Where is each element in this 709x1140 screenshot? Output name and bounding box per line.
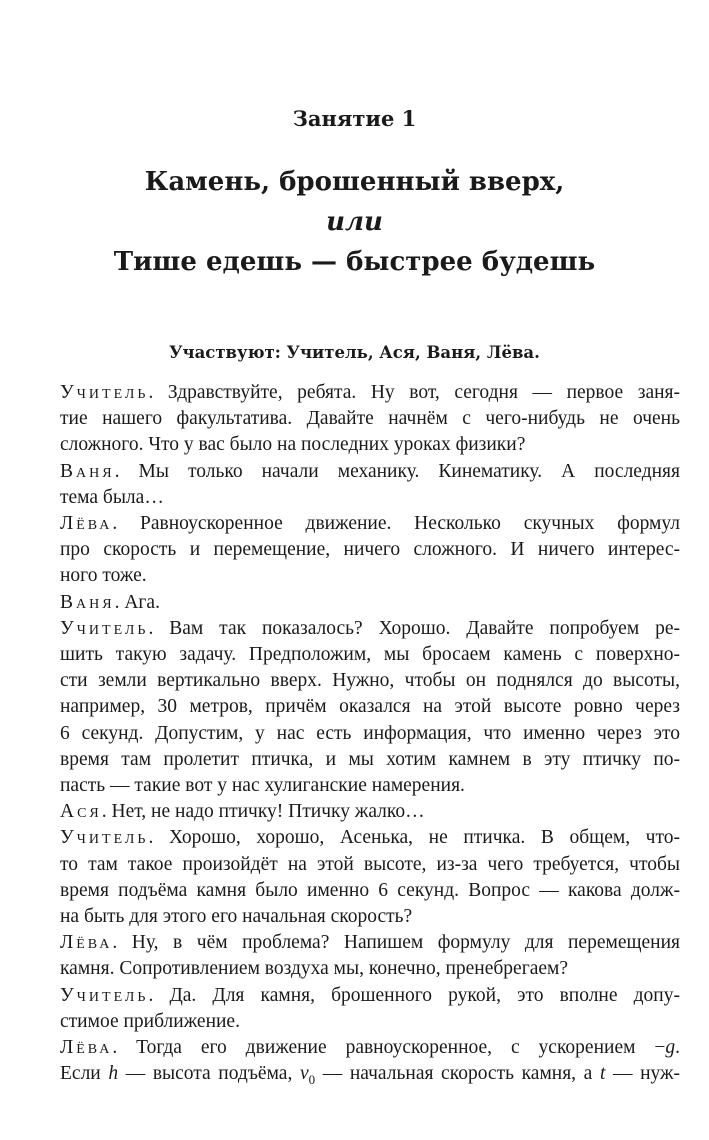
text-line — [60, 956, 680, 982]
line-text: стимое приближение. — [60, 1010, 240, 1032]
dialogue-body — [60, 380, 680, 1087]
line-text: . Здравствуйте, ребята. Ну вот, сегодня — первое заня- — [148, 382, 680, 403]
line-text: шить такую задачу. Предположим, мы бросаем камень с поверхно- — [60, 644, 680, 666]
line-text: тема была… — [60, 486, 164, 508]
line-text: . Да. Для камня, брошенного рукой, это вполне допу- — [148, 984, 680, 1006]
text-line — [60, 825, 680, 851]
line-text: Если — [60, 1063, 109, 1085]
line-text: — начальная скорость камня, а — [315, 1063, 600, 1085]
text-line — [60, 1035, 680, 1061]
text-line — [60, 642, 680, 668]
line-text: камня. Сопротивлением воздуха мы, конечно, пренебрегаем? — [60, 958, 568, 980]
dialogue-paragraph — [60, 799, 680, 825]
line-text: время подъёма камня было именно 6 секунд. Вопрос — какова долж- — [60, 879, 680, 901]
line-text: сложного. Что у вас было на последних уроках физики? — [60, 434, 526, 456]
line-text: . Равноускоренное движение. Несколько скучных формул — [112, 513, 680, 535]
line-text: . Вам так показалось? Хорошо. Давайте попробуем ре- — [148, 617, 680, 639]
text-line — [60, 590, 680, 616]
text-line — [60, 773, 680, 799]
text-line — [60, 1009, 680, 1035]
line-text: — нуж- — [605, 1063, 680, 1085]
dialogue-paragraph — [60, 1035, 680, 1087]
math-variable: g — [665, 1037, 676, 1059]
text-line — [60, 721, 680, 747]
line-text: . Ага. — [114, 591, 160, 613]
text-line — [60, 380, 680, 406]
dialogue-paragraph — [60, 930, 680, 982]
text-line — [60, 616, 680, 642]
text-line — [60, 511, 680, 537]
dialogue-paragraph — [60, 511, 680, 590]
text-line — [60, 406, 680, 432]
text-line — [60, 878, 680, 904]
line-text: 6 секунд. Допустим, у нас есть информация, что именно через это — [60, 722, 680, 744]
text-line — [60, 904, 680, 930]
lesson-label: Занятие 1 — [292, 106, 417, 131]
math-subscript: 0 — [308, 1072, 316, 1088]
text-line — [60, 747, 680, 773]
participants-line: Участвуют: Учитель, Ася, Ваня, Лёва. — [169, 343, 540, 362]
line-text: . — [675, 1037, 680, 1059]
speaker-name: Ваня — [60, 460, 115, 482]
text-line — [60, 485, 680, 511]
text-line — [60, 668, 680, 694]
line-text: тие нашего факультатива. Давайте начнём с чего-нибудь не очень — [60, 408, 680, 430]
speaker-name: Учитель — [60, 617, 149, 639]
chapter-title — [0, 162, 709, 282]
line-text: про скорость и перемещение, ничего сложного. И ничего интерес- — [60, 539, 680, 561]
line-text: . Хорошо, хорошо, Асенька, не птичка. В общем, что- — [148, 827, 680, 849]
line-text: . Ну, в чём проблема? Напишем формулу для перемещения — [112, 932, 680, 954]
text-line — [60, 432, 680, 458]
line-text: . Мы только начали механику. Кинематику. А последняя — [114, 460, 680, 482]
text-line — [60, 459, 680, 485]
speaker-name: Лёва — [60, 932, 113, 954]
text-line — [60, 852, 680, 878]
text-line — [60, 930, 680, 956]
math-variable: h — [108, 1063, 119, 1085]
line-text: то там такое произойдёт на этой высоте, из-за чего требуется, чтобы — [60, 853, 680, 875]
line-text: пасть — такие вот у нас хулиганские намерения. — [60, 775, 465, 797]
title-line-or: или — [326, 207, 383, 237]
speaker-name: Лёва — [60, 513, 113, 535]
line-text: на быть для этого его начальная скорость? — [60, 906, 413, 928]
line-text: . Нет, не надо птичку! Птичку жалко… — [101, 801, 425, 823]
text-line — [60, 983, 680, 1009]
line-text: например, 30 метров, причём оказался на этой высоте ровно через — [60, 696, 680, 718]
title-line-1: Камень, брошенный вверх, — [144, 167, 565, 197]
speaker-name: Ася — [60, 801, 102, 823]
title-line-3: Тише едешь — быстрее будешь — [113, 247, 596, 277]
line-text: время там пролетит птичка, и мы хотим камнем в эту птичку по- — [60, 748, 680, 770]
text-line — [60, 694, 680, 720]
line-text: ного тоже. — [60, 565, 147, 587]
speaker-name: Ваня — [60, 591, 115, 613]
dialogue-paragraph — [60, 983, 680, 1035]
dialogue-paragraph — [60, 590, 680, 616]
text-line — [60, 537, 680, 563]
dialogue-paragraph — [60, 459, 680, 511]
line-text: сти земли вертикально вверх. Нужно, чтобы он поднялся до высоты, — [60, 670, 680, 692]
line-text: — высота подъёма, — [118, 1063, 300, 1085]
speaker-name: Учитель — [60, 984, 149, 1006]
dialogue-paragraph — [60, 616, 680, 799]
math-variable: v — [299, 1063, 309, 1085]
line-text: . Тогда его движение равноускоренное, с ускорением − — [112, 1037, 666, 1059]
speaker-name: Учитель — [60, 827, 149, 849]
math-variable: t — [599, 1063, 606, 1085]
text-line — [60, 1061, 680, 1087]
speaker-name: Учитель — [60, 382, 149, 403]
dialogue-paragraph — [60, 380, 680, 459]
dialogue-paragraph — [60, 825, 680, 930]
text-line — [60, 799, 680, 825]
text-line — [60, 563, 680, 589]
speaker-name: Лёва — [60, 1037, 113, 1059]
